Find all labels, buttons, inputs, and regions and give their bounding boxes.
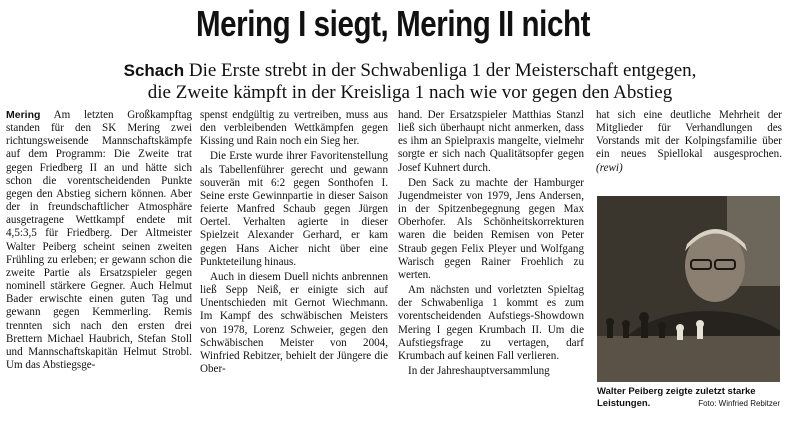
photo-caption <box>597 386 780 409</box>
photo-credit: Foto: Winfried Rebitzer <box>698 398 780 408</box>
paragraph: Am nächsten und vorletzten Spieltag der Schwabenliga 1 kommt es zum vorentscheidenden Aufstiegs-Showdown Mering I gegen Krumbach II. Um die Aufstiegsfrage zu vertagen, darf Krumbach auf keinen Fall verlieren. <box>398 284 584 362</box>
article-column-4 <box>596 109 782 175</box>
paragraph <box>6 109 192 372</box>
author-initials: (rewi) <box>596 161 623 174</box>
paragraph: Die Erste wurde ihrer Favoritenstellung als Tabellenführer gerecht und gewann souverän mit 6:2 gegen Sonthofen I. Seine erste Gewinnpartie in dieser Saison feierte Manfred Schaub gegen Jürgen Oertel. Verhalten agierte in dieser Spielzeit Alexander Gerhard, er kam gegen Hans Aicher nicht über eine Punkteteilung hinaus. <box>200 150 388 268</box>
paragraph-text: Am letzten Großkampftag standen für den SK Mering zwei richtungsweisende Mannschaftskämpfe auf dem Programm: Die Zweite trat gegen Friedberg II an und hätte sich schon die vorentscheidenden Punkte gegen den Abstieg sichern können. Aber der in freundschaftlicher Atmosphäre ausgetragene Wettkampf endete mit 4,5:3,5 für Friedberg. Der Altmeister Walter Peiberg scheint seinen zweiten Frühling zu erleben; er gewann schon die zweite Partie als Ersatzspieler gegen nominell stärkere Gegner. Auch Helmut Bader erwischte einen guten Tag und gewann gegen Kemmerling. Remis trennten sich nach den ersten drei Brettern Michael Haubrich, Stefan Stoll und Mannschaftskapitän Helmut Strobl. Um das Abstiegsge- <box>6 109 192 371</box>
caption-text: Walter Peiberg zeigte zuletzt starke Leistungen. <box>597 386 756 409</box>
paragraph-text: hat sich eine deutliche Mehrheit der Mitglieder für Verhandlungen des Vorstands mit der Kolpingsfamilie über ein neues Spiellokal ausgesprochen. <box>596 109 782 161</box>
paragraph: Auch in diesem Duell nichts anbrennen ließ Sepp Neiß, er einigte sich auf Unentschieden mit Gernot Wiechmann. Im Kampf des schwäbischen Meisters von 1978, Lorenz Schweier, gegen den Schwäbischen Meister von 2004, Winfried Rebitzer, behielt der Jüngere die Ober- <box>200 270 388 375</box>
paragraph: spenst endgültig zu vertreiben, muss aus den verbleibenden Wettkämpfen gegen Kissing und Rain noch ein Sieg her. <box>200 109 388 148</box>
article-column-3 <box>398 109 584 378</box>
headline: Mering I siegt, Mering II nicht <box>195 3 591 44</box>
article-column-1 <box>6 109 192 372</box>
paragraph: In der Jahreshauptversammlung <box>408 364 550 377</box>
subhead-line-1 <box>60 60 760 81</box>
subhead-kicker: Schach <box>123 61 185 80</box>
dateline: Mering <box>6 109 41 121</box>
article-column-2 <box>200 109 388 376</box>
photo-illustration <box>597 196 780 382</box>
paragraph: Den Sack zu machte der Hamburger Jugendmeister von 1979, Jens Andersen, in der Spitzenbegegnung gegen Max Oberhofer. Als Schönheitskorrekturen waren die beiden Remisen von Peter Straub gegen Felix Pleyer und Wolfgang Warisch gegen Rainer Froehlich zu werten. <box>398 176 584 281</box>
chess-player-photo <box>597 196 780 382</box>
subhead-line-2 <box>60 82 760 103</box>
subhead-text-2: die Zweite kämpft in der Kreisliga 1 nach wie vor gegen den Abstieg <box>147 82 673 103</box>
paragraph: hand. Der Ersatzspieler Matthias Stanzl ließ sich überhaupt nicht anmerken, dass es ihm an Spielpraxis mangelte, vielmehr sorgte er sich nach Qualitätsopfer gegen Josef Kuhnert durch. <box>398 109 584 174</box>
subhead-text-1: Die Erste strebt in der Schwabenliga 1 der Meisterschaft entgegen, <box>188 60 697 81</box>
paragraph <box>596 109 782 175</box>
